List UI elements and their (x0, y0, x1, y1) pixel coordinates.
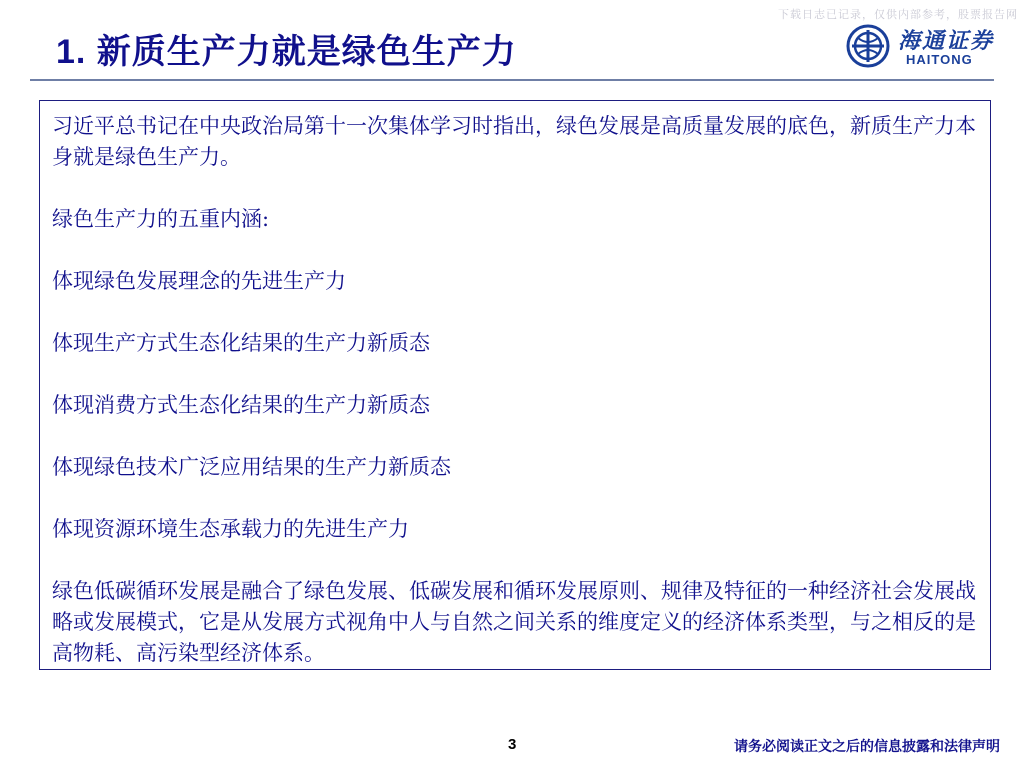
conclusion-paragraph: 绿色低碳循环发展是融合了绿色发展、低碳发展和循环发展原则、规律及特征的一种经济社会发展战略或发展模式，它是从发展方式视角中人与自然之间关系的维度定义的经济体系类型，与之相反的是高物耗、高污染型经济体系。 (52, 579, 976, 665)
spacer (52, 235, 976, 266)
content-box (39, 100, 991, 670)
logo-english-text: HAITONG (906, 52, 973, 67)
list-item: 体现生产方式生态化结果的生产力新质态 (52, 331, 430, 355)
spacer (52, 421, 976, 452)
list-item: 体现绿色技术广泛应用结果的生产力新质态 (52, 455, 451, 479)
spacer (52, 545, 976, 576)
spacer (52, 359, 976, 390)
legal-disclaimer: 请务必阅读正文之后的信息披露和法律声明 (734, 739, 1000, 755)
haitong-emblem-icon (846, 24, 890, 68)
watermark-text: 下载日志已记录，仅供内部参考，股票报告网 (778, 8, 1018, 21)
page-title: 1. 新质生产力就是绿色生产力 (56, 33, 517, 71)
haitong-logo (846, 24, 1006, 70)
header-divider (30, 79, 994, 81)
list-item: 体现绿色发展理念的先进生产力 (52, 269, 346, 293)
section-heading: 绿色生产力的五重内涵: (52, 207, 270, 231)
spacer (52, 483, 976, 514)
spacer (52, 173, 976, 204)
list-item: 体现资源环境生态承载力的先进生产力 (52, 517, 409, 541)
intro-paragraph: 习近平总书记在中央政治局第十一次集体学习时指出，绿色发展是高质量发展的底色，新质生产力本身就是绿色生产力。 (52, 114, 976, 169)
page-number: 3 (508, 736, 517, 753)
list-item: 体现消费方式生态化结果的生产力新质态 (52, 393, 430, 417)
spacer (52, 297, 976, 328)
logo-chinese-text: 海通证券 (898, 28, 995, 54)
